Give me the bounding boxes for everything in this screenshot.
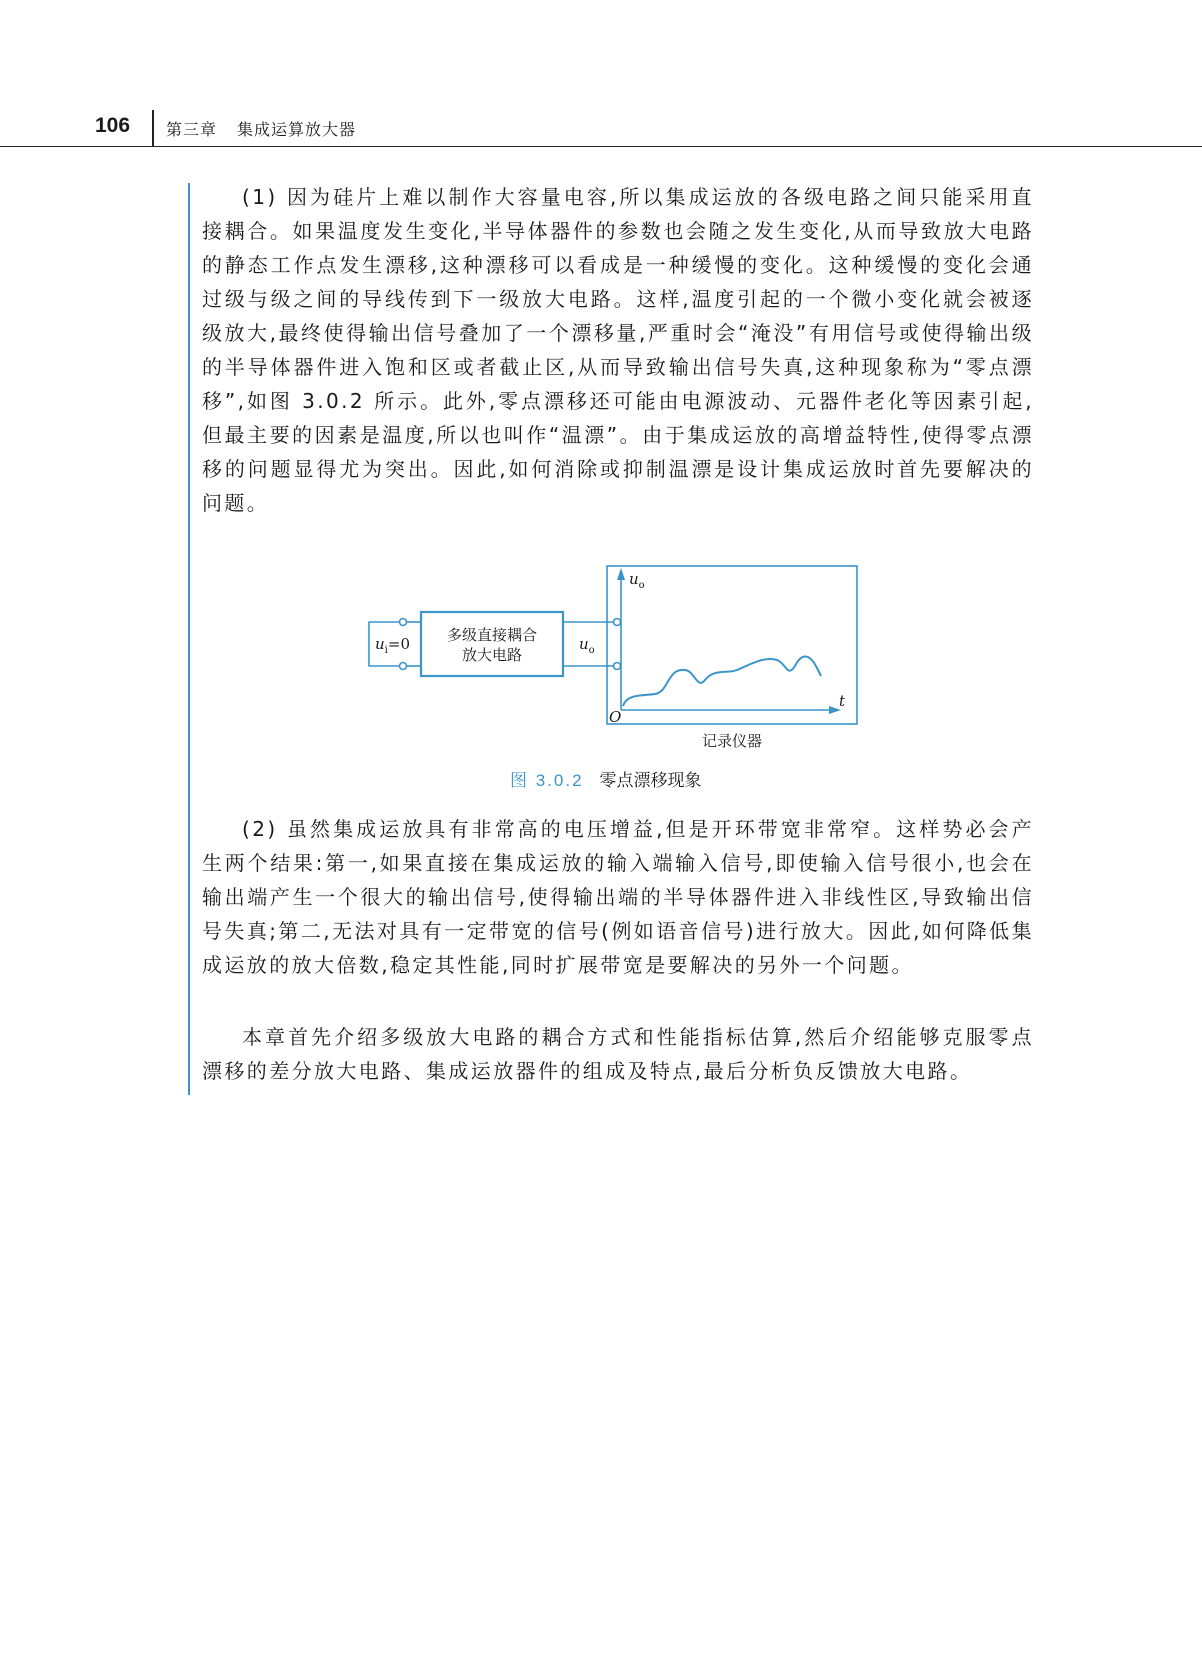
input-label: $u_i=0$ bbox=[375, 635, 410, 656]
output-terminal-top bbox=[614, 619, 621, 626]
output-terminal-bottom bbox=[614, 663, 621, 670]
input-terminal-bottom bbox=[400, 663, 407, 670]
running-head bbox=[166, 117, 376, 140]
paragraph-1: (1) 因为硅片上难以制作大容量电容,所以集成运放的各级电路之间只能采用直接耦合。如果温度发生变化,半导体器件的参数也会随之发生变化,从而导致放大电路的静态工作点发生漂移,这种漂移可以看成是一种缓慢的变化。这种缓慢的变化会通过级与级之间的导线传到下一级放大电路。这样,温度引起的一个微小变化就会被逐级放大,最终使得输出信号叠加了一个漂移量,严重时会“淹没”有用信号或使得输出级的半导体器件进入饱和区或者截止区,从而导致输出信号失真,这种现象称为“零点漂移”,如图 3.0.2 所示。此外,零点漂移还可能由电源波动、元器件老化等因素引起,但最主要的因素是温度,所以也叫作“温漂”。由于集成运放的高增益特性,使得零点漂移的问题显得尤为突出。因此,如何消除或抑制温漂是设计集成运放时首先要解决的问题。 bbox=[202, 185, 1034, 515]
output-label: $u_o$ bbox=[579, 635, 595, 656]
figure-drawing bbox=[355, 560, 875, 750]
chapter-title: 集成运算放大器 bbox=[237, 120, 357, 139]
header-separator bbox=[152, 110, 154, 146]
block-line-1: 多级直接耦合 bbox=[446, 626, 538, 644]
recorder-label: 记录仪器 bbox=[701, 732, 763, 750]
margin-rule bbox=[188, 183, 190, 1095]
paragraph-3: 本章首先介绍多级放大电路的耦合方式和性能指标估算,然后介绍能够克服零点漂移的差分放大电路、集成运放器件的组成及特点,最后分析负反馈放大电路。 bbox=[202, 1025, 1034, 1083]
y-axis-arrow bbox=[617, 568, 625, 580]
chapter-number: 第三章 bbox=[166, 120, 218, 139]
figure-number: 图 3.0.2 bbox=[510, 771, 584, 790]
input-terminal-top bbox=[400, 619, 407, 626]
drift-curve bbox=[623, 657, 821, 707]
y-axis-label: $u_o$ bbox=[629, 570, 645, 591]
page-header bbox=[0, 108, 1202, 147]
figure-title: 零点漂移现象 bbox=[599, 771, 702, 791]
origin-label: O bbox=[609, 708, 622, 726]
x-axis-label: t bbox=[839, 692, 846, 710]
figure-caption bbox=[510, 766, 702, 791]
amplifier-block bbox=[421, 612, 563, 676]
figure-zero-drift bbox=[355, 560, 875, 750]
paragraph-2: (2) 虽然集成运放具有非常高的电压增益,但是开环带宽非常窄。这样势必会产生两个结果:第一,如果直接在集成运放的输入端输入信号,即使输入信号很小,也会在输出端产生一个很大的输出信号,使得输出端的半导体器件进入非线性区,导致输出信号失真;第二,无法对具有一定带宽的信号(例如语音信号)进行放大。因此,如何降低集成运放的放大倍数,稳定其性能,同时扩展带宽是要解决的另外一个问题。 bbox=[202, 817, 1034, 977]
block-line-2: 放大电路 bbox=[461, 646, 523, 664]
page-number: 106 bbox=[95, 114, 131, 137]
